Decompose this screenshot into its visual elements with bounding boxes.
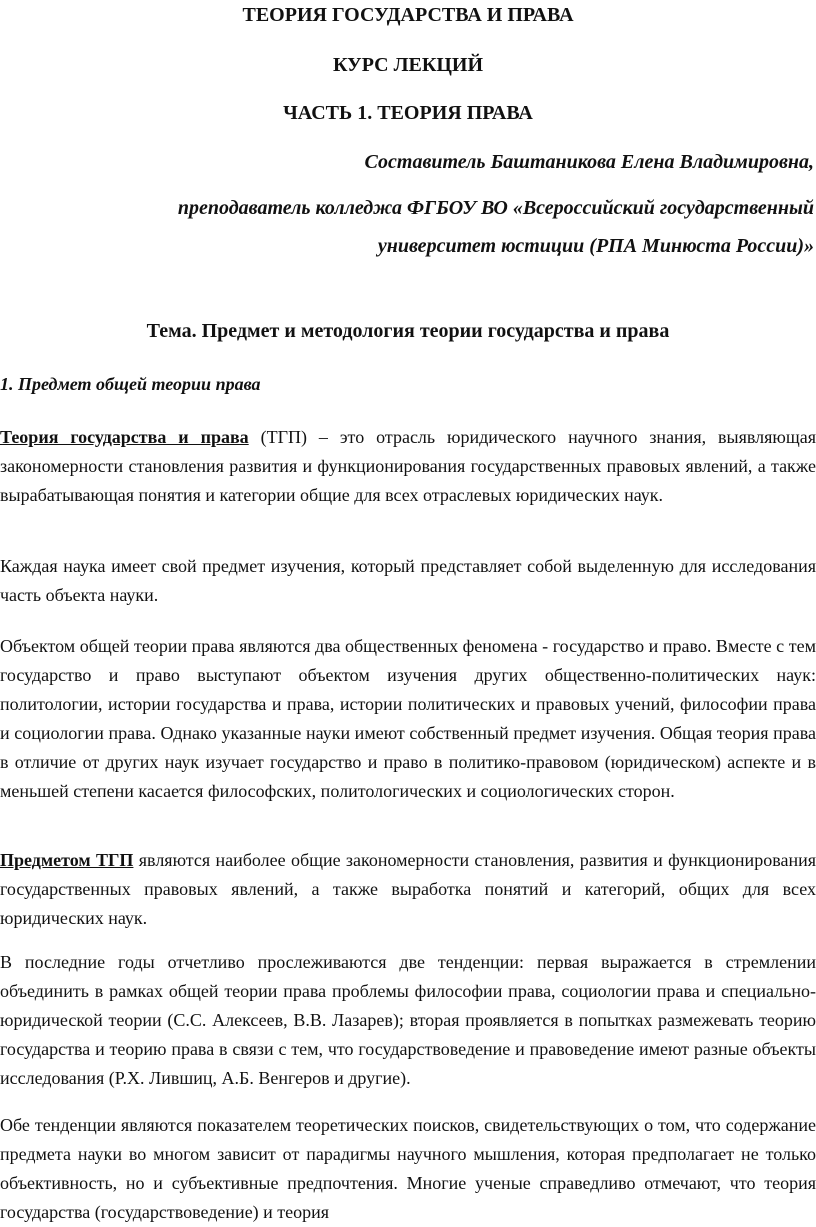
paragraph-conclusion: Обе тенденции являются показателем теоретических поисков, свидетельствующих о том, что содержание предмета науки во многом зависит от парадигмы научного мышления, которая предполагает не только объективность, но и субъективные предпочтения. Многие ученые справедливо отмечают, что теория государства (государствоведение) и теория	[0, 1115, 816, 1222]
course-label: КУРС ЛЕКЦИЙ	[332, 54, 484, 76]
term-subject: Предметом ТГП	[0, 850, 134, 870]
definition-text: (ТГП) – это отрасль юридического научного знания, выявляющая закономерности становления развития и функционирования государственных правовых явлений, а также вырабатывающая понятия и категории общие для всех отраслевых юридических наук.	[0, 427, 816, 505]
subject-text: являются наиболее общие закономерности становления, развития и функционирования государственных правовых явлений, а также выработка понятий и категорий, общих для всех юридических наук.	[0, 850, 816, 928]
section-heading: 1. Предмет общей теории права	[0, 374, 261, 394]
paragraph-subject-tgp	[0, 846, 816, 933]
term-theory: Теория государства и права	[0, 427, 249, 447]
author-line: Составитель Баштаникова Елена Владимировна,	[364, 151, 814, 173]
topic-heading: Тема. Предмет и методология теории государства и права	[146, 320, 670, 342]
author-position-line2: университет юстиции (РПА Минюста России)»	[377, 235, 814, 257]
part-label: ЧАСТЬ 1. ТЕОРИЯ ПРАВА	[283, 102, 533, 124]
paragraph-definition	[0, 423, 816, 510]
paragraph-subject-of-science: Каждая наука имеет свой предмет изучения, который представляет собой выделенную для исследования часть объекта науки.	[0, 556, 816, 605]
paragraph-tendencies: В последние годы отчетливо прослеживаются две тенденции: первая выражается в стремлении объединить в рамках общей теории права проблемы философии права, социологии права и специально-юридической теории (С.С. Алексеев, В.В. Лазарев); вторая проявляется в попытках размежевать теорию государства и теорию права в связи с тем, что государствоведение и правоведение имеют разные объекты исследования (Р.Х. Лившиц, А.Б. Венгеров и другие).	[0, 952, 816, 1088]
author-position-line1: преподаватель колледжа ФГБОУ ВО «Всероссийский государственный	[177, 197, 814, 219]
document-title: ТЕОРИЯ ГОСУДАРСТВА И ПРАВА	[242, 4, 574, 26]
paragraph-object: Объектом общей теории права являются два общественных феномена - государство и право. Вместе с тем государство и право выступают объектом изучения других общественно-политических наук: политологии, истории государства и права, истории политических и правовых учений, философии права и социологии права. Однако указанные науки имеют собственный предмет изучения. Общая теория права в отличие от других наук изучает государство и право в политико-правовом (юридическом) аспекте и в меньшей степени касается философских, политологических и социологических сторон.	[0, 636, 816, 801]
